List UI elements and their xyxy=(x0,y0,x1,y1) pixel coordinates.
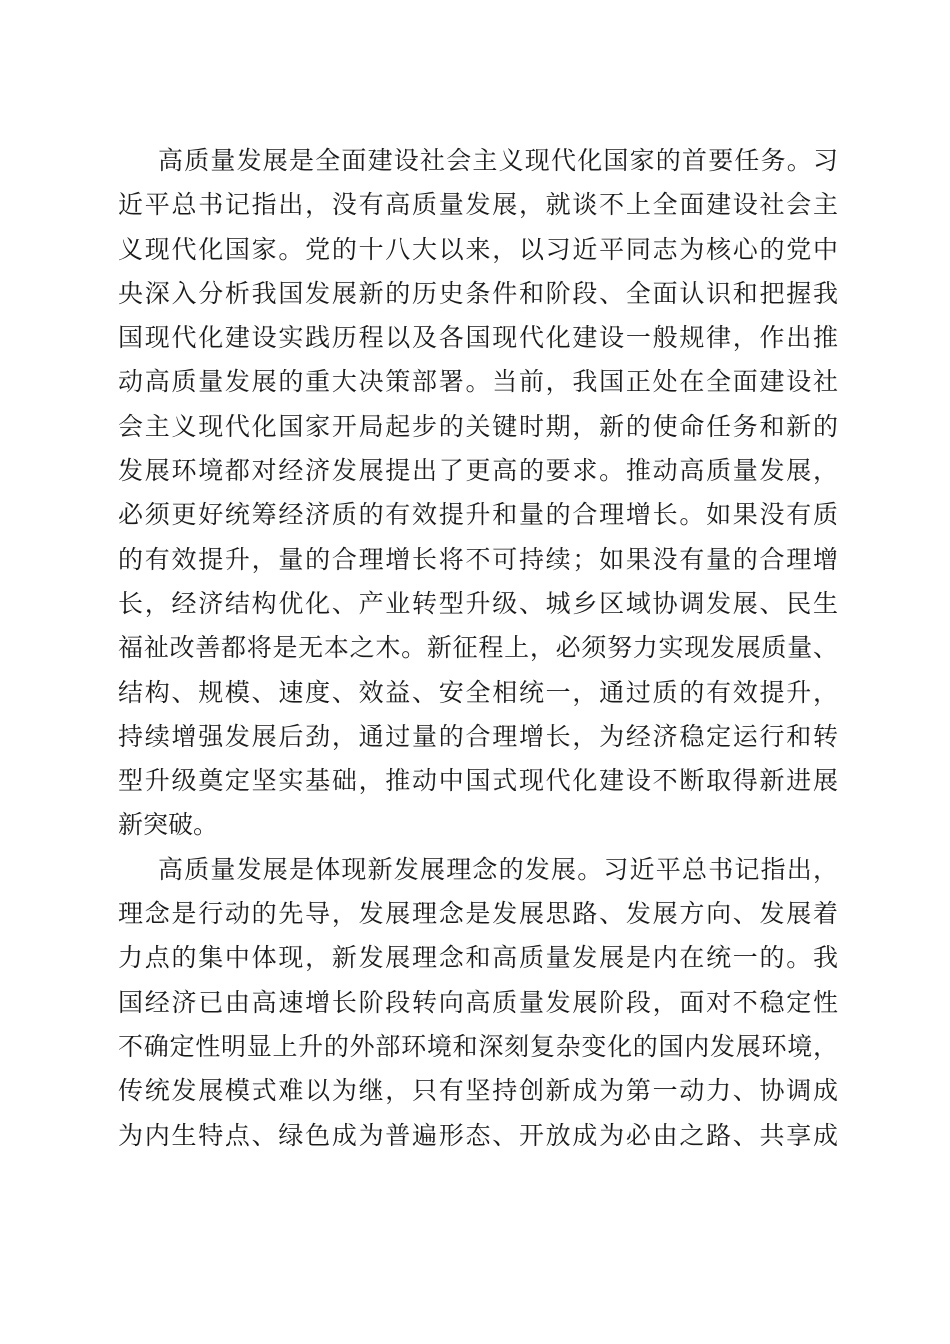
text-line: 必须更好统筹经济质的有效提升和量的合理增长。如果没有质 xyxy=(118,500,838,530)
text-line: 近平总书记指出，没有高质量发展，就谈不上全面建设社会主 xyxy=(118,190,838,220)
text-line: 的有效提升，量的合理增长将不可持续；如果没有量的合理增 xyxy=(118,544,838,574)
text-line: 会主义现代化国家开局起步的关键时期，新的使命任务和新的 xyxy=(118,411,838,441)
paragraph-2 xyxy=(118,848,838,1158)
text-line: 高质量发展是全面建设社会主义现代化国家的首要任务。习 xyxy=(158,146,838,175)
text-line: 持续增强发展后劲，通过量的合理增长，为经济稳定运行和转 xyxy=(118,721,838,751)
text-line: 动高质量发展的重大决策部署。当前，我国正处在全面建设社 xyxy=(118,367,838,397)
body-text xyxy=(118,139,838,1158)
text-line: 型升级奠定坚实基础，推动中国式现代化建设不断取得新进展 xyxy=(118,766,838,796)
text-line: 为内生特点、绿色成为普遍形态、开放成为必由之路、共享成 xyxy=(118,1120,838,1150)
text-line: 结构、规模、速度、效益、安全相统一，通过质的有效提升， xyxy=(118,677,838,707)
text-line: 国经济已由高速增长阶段转向高质量发展阶段，面对不稳定性 xyxy=(118,987,838,1017)
text-line: 新突破。 xyxy=(118,810,219,840)
text-line: 发展环境都对经济发展提出了更高的要求。推动高质量发展， xyxy=(118,456,838,486)
text-line: 高质量发展是体现新发展理念的发展。习近平总书记指出， xyxy=(158,854,838,884)
text-line: 长，经济结构优化、产业转型升级、城乡区域协调发展、民生 xyxy=(118,588,838,618)
text-line: 不确定性明显上升的外部环境和深刻复杂变化的国内发展环境， xyxy=(118,1031,838,1061)
text-line: 传统发展模式难以为继，只有坚持创新成为第一动力、协调成 xyxy=(118,1076,838,1106)
text-line: 国现代化建设实践历程以及各国现代化建设一般规律，作出推 xyxy=(118,323,838,353)
paragraph-1 xyxy=(118,139,838,848)
text-line: 义现代化国家。党的十八大以来，以习近平同志为核心的党中 xyxy=(118,234,838,264)
text-line: 福祉改善都将是无本之木。新征程上，必须努力实现发展质量、 xyxy=(118,633,838,663)
text-line: 力点的集中体现，新发展理念和高质量发展是内在统一的。我 xyxy=(118,943,838,973)
text-line: 理念是行动的先导，发展理念是发展思路、发展方向、发展着 xyxy=(118,899,838,929)
text-line: 央深入分析我国发展新的历史条件和阶段、全面认识和把握我 xyxy=(118,278,838,308)
